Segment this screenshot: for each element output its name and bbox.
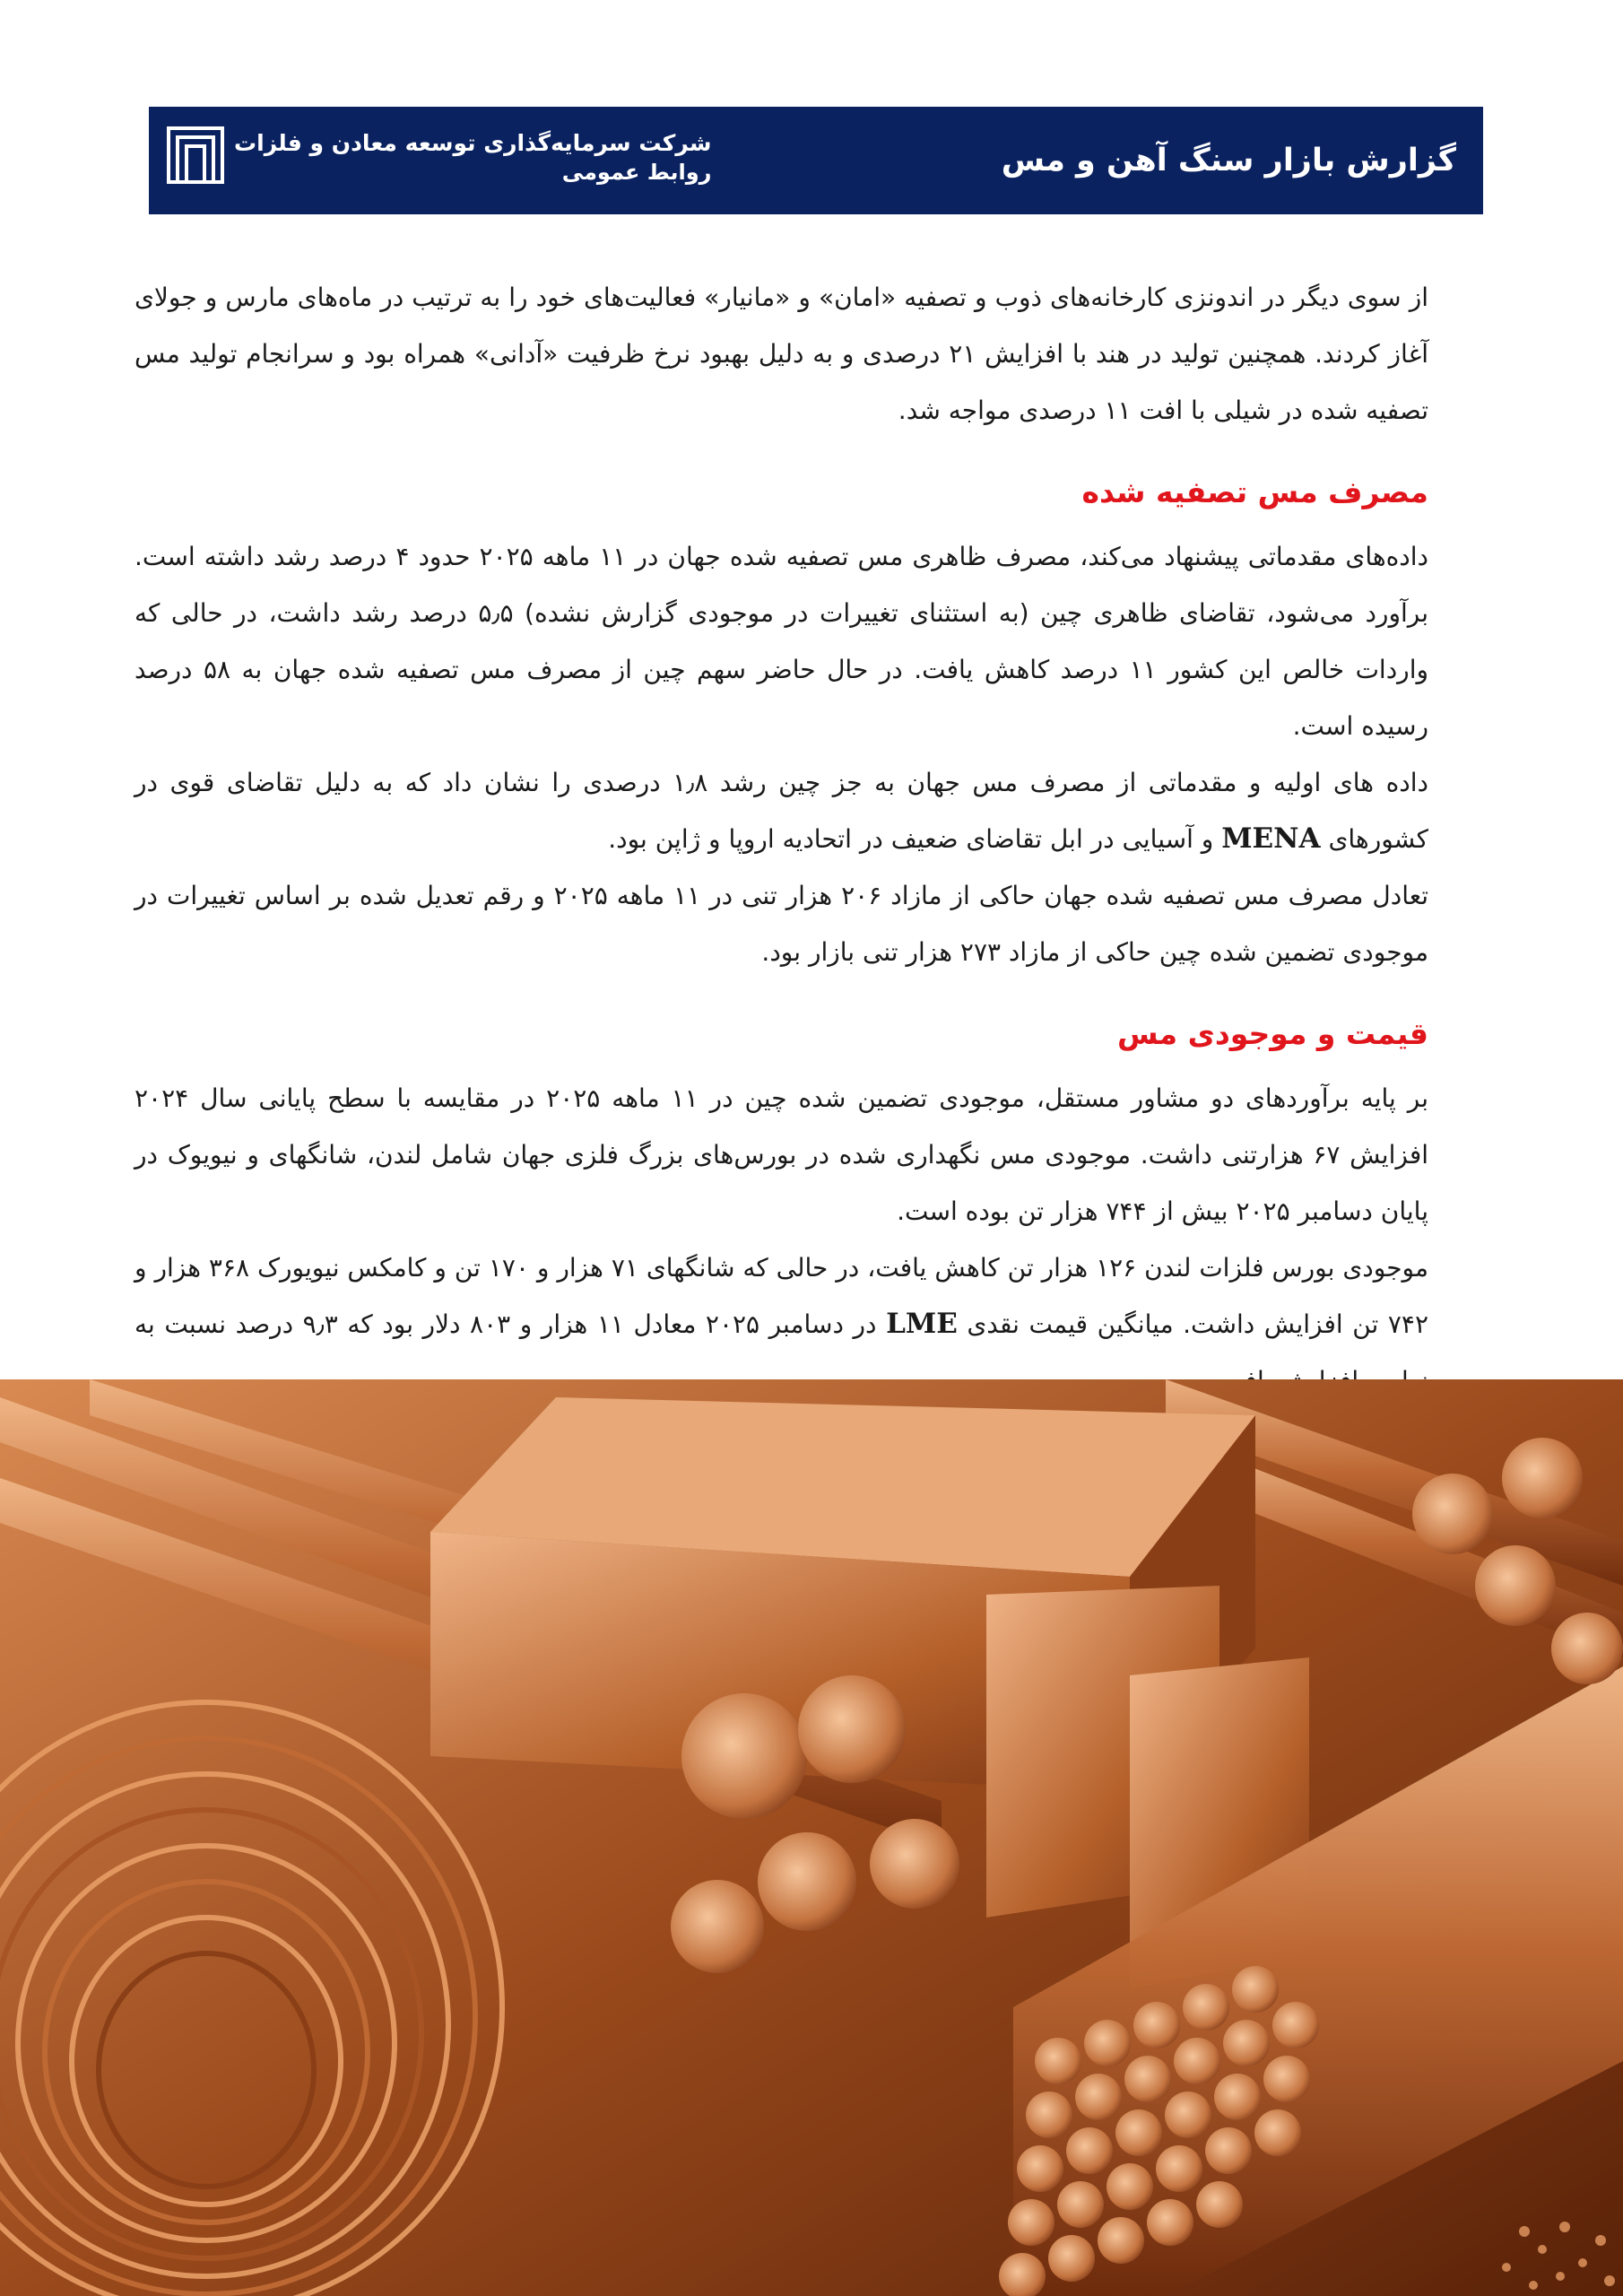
intro-paragraph: از سوی دیگر در اندونزی کارخانه‌های ذوب و تصفیه «امان» و «مانیار» فعالیت‌های خود را به ترتیب در ماه‌های مارس و جولای آغاز کردند. همچنین تولید در هند با افزایش ۲۱ درصدی و به دلیل بهبود نرخ ظرفیت «آدانی» همراه بود و سرانجام تولید مس تصفیه شده در شیلی با افت ۱۱ درصدی مواجه شد. [135, 283, 1428, 425]
inventory-paragraph-2-text-a: موجودی بورس فلزات لندن ۱۲۶ هزار تن کاهش یافت، در حالی که شانگهای ۷۱ هزار و ۱۷۰ تن و کامکس نیویورک ۳۶۸ هزار و ۷۴۲ تن افزایش داشت. میانگین قیمت نقدی [135, 1253, 1428, 1339]
section-heading-refined-copper-consumption: مصرف مس تصفیه شده [1081, 474, 1428, 509]
mena-term: MENA [1221, 822, 1321, 855]
consumption-paragraph-3: تعادل مصرف مس تصفیه شده جهان حاکی از مازاد ۲۰۶ هزار تنی در ۱۱ ماهه ۲۰۲۵ و رقم تعدیل شده بر اساس تغییرات در موجودی تضمین شده چین حاکی از مازاد ۲۷۳ هزار تنی بازار بود. [135, 881, 1429, 967]
lme-term: LME [886, 1308, 958, 1340]
company-name: شرکت سرمایه‌گذاری توسعه معادن و فلزات [234, 130, 712, 156]
consumption-paragraph-2-text-a: داده های اولیه و مقدماتی از مصرف مس جهان به جز چین رشد ۱٫۸ درصدی را نشان داد که به دلیل تقاضای قوی در کشورهای [135, 768, 1428, 854]
copper-photo-illustration [0, 1379, 1623, 2296]
inventory-paragraph-2-text-b: در دسامبر ۲۰۲۵ معادل ۱۱ هزار و ۸۰۳ دلار بود که ۹٫۳ درصد نسبت به [135, 1309, 877, 1339]
inventory-paragraph-1: بر پایه برآوردهای دو مشاور مستقل، موجودی تضمین شده چین در ۱۱ ماهه ۲۰۲۵ در مقایسه با سطح پایانی سال ۲۰۲۴ افزایش ۶۷ هزارتنی داشت. موجودی مس نگهداری شده در بورس‌های بزرگ فلزی جهان شامل لندن، شانگهای و نیویوک در پایان دسامبر ۲۰۲۵ بیش از ۷۴۴ هزار تن بوده است. [135, 1083, 1429, 1226]
consumption-paragraph-2 [135, 754, 1428, 867]
department-name: روابط عمومی [561, 160, 712, 185]
consumption-paragraph-1: داده‌های مقدماتی پیشنهاد می‌کند، مصرف ظاهری مس تصفیه شده جهان در ۱۱ ماهه ۲۰۲۵ حدود ۴ درصد رشد داشته است. برآورد می‌شود، تقاضای ظاهری چین (به استثنای تغییرات در موجودی گزارش نشده) ۵٫۵ درصد رشد داشت، در حالی که واردات خالص این کشور ۱۱ درصد کاهش یافت. در حال حاضر سهم چین از مصرف مس تصفیه شده جهان به ۵۸ درصد رسیده است. [135, 542, 1429, 741]
company-logo-icon [167, 126, 224, 184]
company-name-block [234, 128, 711, 186]
copper-products-photo [0, 1379, 1623, 2296]
consumption-paragraph-2-text-b: و آسیایی در ابل تقاضای ضعیف در اتحادیه اروپا و ژاپن بود. [608, 824, 1214, 854]
report-header-bar [149, 107, 1483, 214]
section-heading-copper-price-inventory: قیمت و موجودی مس [1117, 1016, 1428, 1051]
report-title: گزارش بازار سنگ آهن و مس [1001, 143, 1456, 178]
report-body [135, 269, 1428, 1409]
